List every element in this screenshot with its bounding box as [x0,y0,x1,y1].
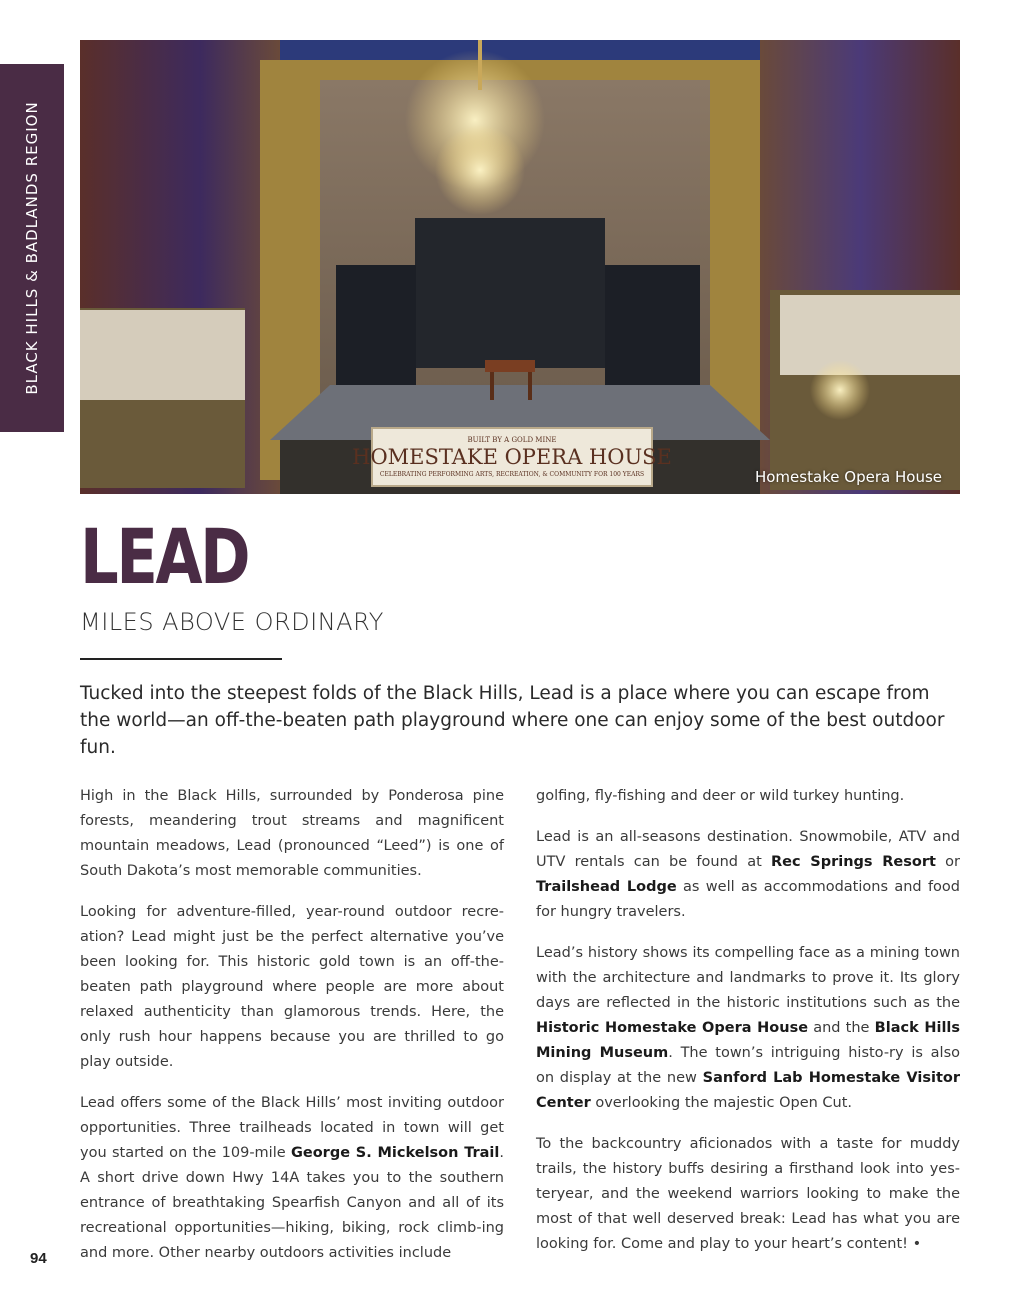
left-paragraph-2: Looking for adventure-filled, year-round outdoor recre-ation? Lead might just be the perfect alternative you’ve been looking for. This historic gold town is an off-the-beaten path playground where people are more about relaxed authenticity than glamorous trends. Here, the only rush hour happens because you are thrilled to go play outside. [80,904,504,1070]
text-run: overlooking the majestic Open Cut. [590,1095,853,1111]
right-paragraph-2 [536,825,960,925]
left-paragraph-3 [80,1091,504,1266]
text-run: or [935,854,960,870]
right-paragraph-4: To the backcountry aficionados with a taste for muddy trails, the history buffs desiring a firsthand look into yes-teryear, and the weekend warriors looking to make the most of that well deserved break: Lead has what you are looking for. Come and play to your heart’s content! • [536,1136,960,1252]
right-column [536,784,960,1273]
text-run: Lead is an all-seasons destination. Snowmobile, ATV and UTV rentals can be found at [536,829,960,870]
left-column [80,784,504,1282]
text-run: as well as accommodations and food for hungry travelers. [536,879,960,920]
text-run: . A short drive down Hwy 14A takes you to the southern entrance of breathtaking Spearfish Canyon and all of its recreational opportunities—hiking, biking, rock climb-ing and more. Other nearby outdoors activities include [80,1145,504,1261]
page-number: 94 [30,1250,47,1267]
mining-museum-name: Black Hills Mining Museum [536,1020,961,1061]
intro-paragraph: Tucked into the steepest folds of the Black Hills, Lead is a place where you can escape from the world—an off-the-beaten path playground where one can enjoy some of the best outdoor fun. [80,683,945,758]
page-subtitle: MILES ABOVE ORDINARY [80,608,384,636]
text-run: Lead offers some of the Black Hills’ most inviting outdoor opportunities. Three trailheads located in town will get you started on the 109-mile [80,1095,504,1161]
left-paragraph-1: High in the Black Hills, surrounded by Ponderosa pine forests, meandering trout streams and magnificent mountain meadows, Lead (pronounced “Leed”) is one of South Dakota’s most memorable communities. [80,788,504,879]
banner-sub-text: CELEBRATING PERFORMING ARTS, RECREATION, & COMMUNITY FOR 100 YEARS [379,471,645,478]
text-run: and the [808,1020,875,1036]
opera-house-photo [80,40,960,494]
photo-caption: Homestake Opera House [754,468,942,486]
text-run: Lead’s history shows its compelling face as a mining town with the architecture and landmarks to prove it. Its glory days are reflected in the historic institutions such as the [536,945,960,1011]
visitor-center-name: Sanford Lab Homestake Visitor Center [536,1070,960,1111]
banner-small-text: BUILT BY A GOLD MINE [467,436,557,444]
region-label: BLACK HILLS & BADLANDS REGION [23,101,41,395]
text-run: . The town’s intriguing histo-ry is also on display at the new [536,1045,960,1086]
mickelson-trail-name: George S. Mickelson Trail [290,1145,500,1161]
trailshead-lodge-name: Trailshead Lodge [536,879,677,895]
page-title: LEAD [80,512,249,601]
rec-springs-resort-name: Rec Springs Resort [771,854,936,870]
opera-house-illustration [80,40,960,494]
title-divider [80,658,282,660]
region-tab [0,64,64,432]
right-paragraph-1: golfing, fly-fishing and deer or wild turkey hunting. [536,788,905,804]
right-paragraph-3 [536,941,960,1116]
banner-title-text: HOMESTAKE OPERA HOUSE [352,445,672,469]
opera-house-name: Historic Homestake Opera House [536,1020,809,1036]
